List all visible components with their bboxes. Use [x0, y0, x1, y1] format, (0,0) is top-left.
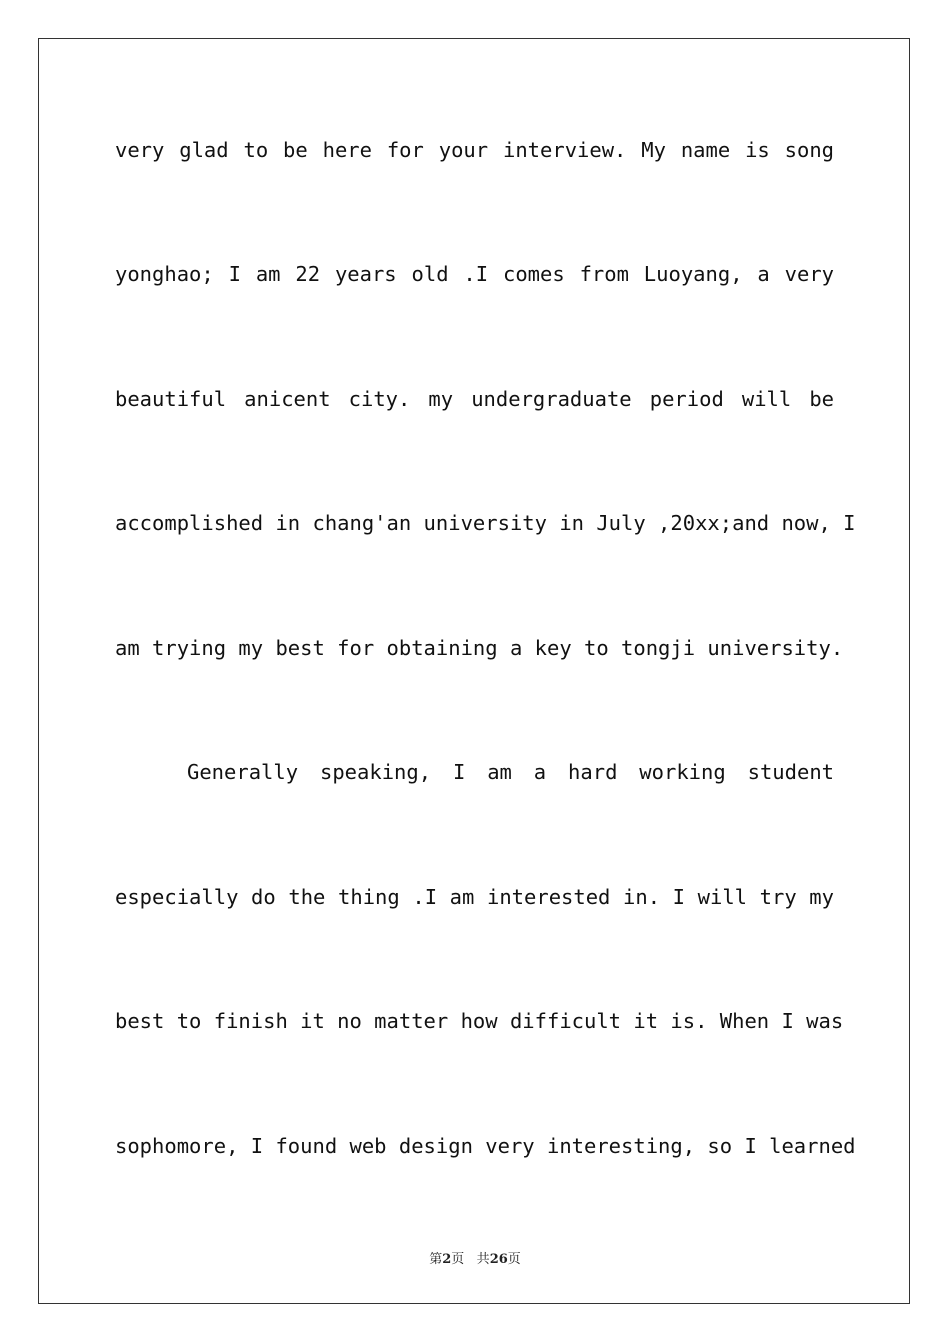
text-line: very glad to be here for your interview. My name is song [115, 138, 834, 162]
total-suffix: 页 [507, 1252, 521, 1267]
page-prefix: 第 [429, 1252, 443, 1267]
page-suffix: 页 [451, 1252, 465, 1267]
text-line: yonghao; I am 22 years old .I comes from Luoyang, a very [115, 262, 834, 286]
text-line: accomplished in chang'an university in July ,20xx;and now, I [115, 511, 856, 535]
text-line: sophomore, I found web design very interesting, so I learned [115, 1134, 856, 1158]
page-number: 2 [442, 1252, 452, 1267]
text-line: am trying my best for obtaining a key to tongji university. [115, 636, 844, 660]
text-line: beautiful anicent city. my undergraduate period will be [115, 387, 834, 411]
total-prefix: 共 [476, 1252, 490, 1267]
page-footer [0, 1248, 950, 1267]
total-pages: 26 [489, 1252, 508, 1267]
text-line: especially do the thing .I am interested in. I will try my [115, 885, 834, 909]
page-border [38, 38, 910, 1304]
text-line: best to finish it no matter how difficult it is. When I was [115, 1009, 844, 1033]
paragraph-first-line: Generally speaking, I am a hard working student [187, 760, 834, 784]
